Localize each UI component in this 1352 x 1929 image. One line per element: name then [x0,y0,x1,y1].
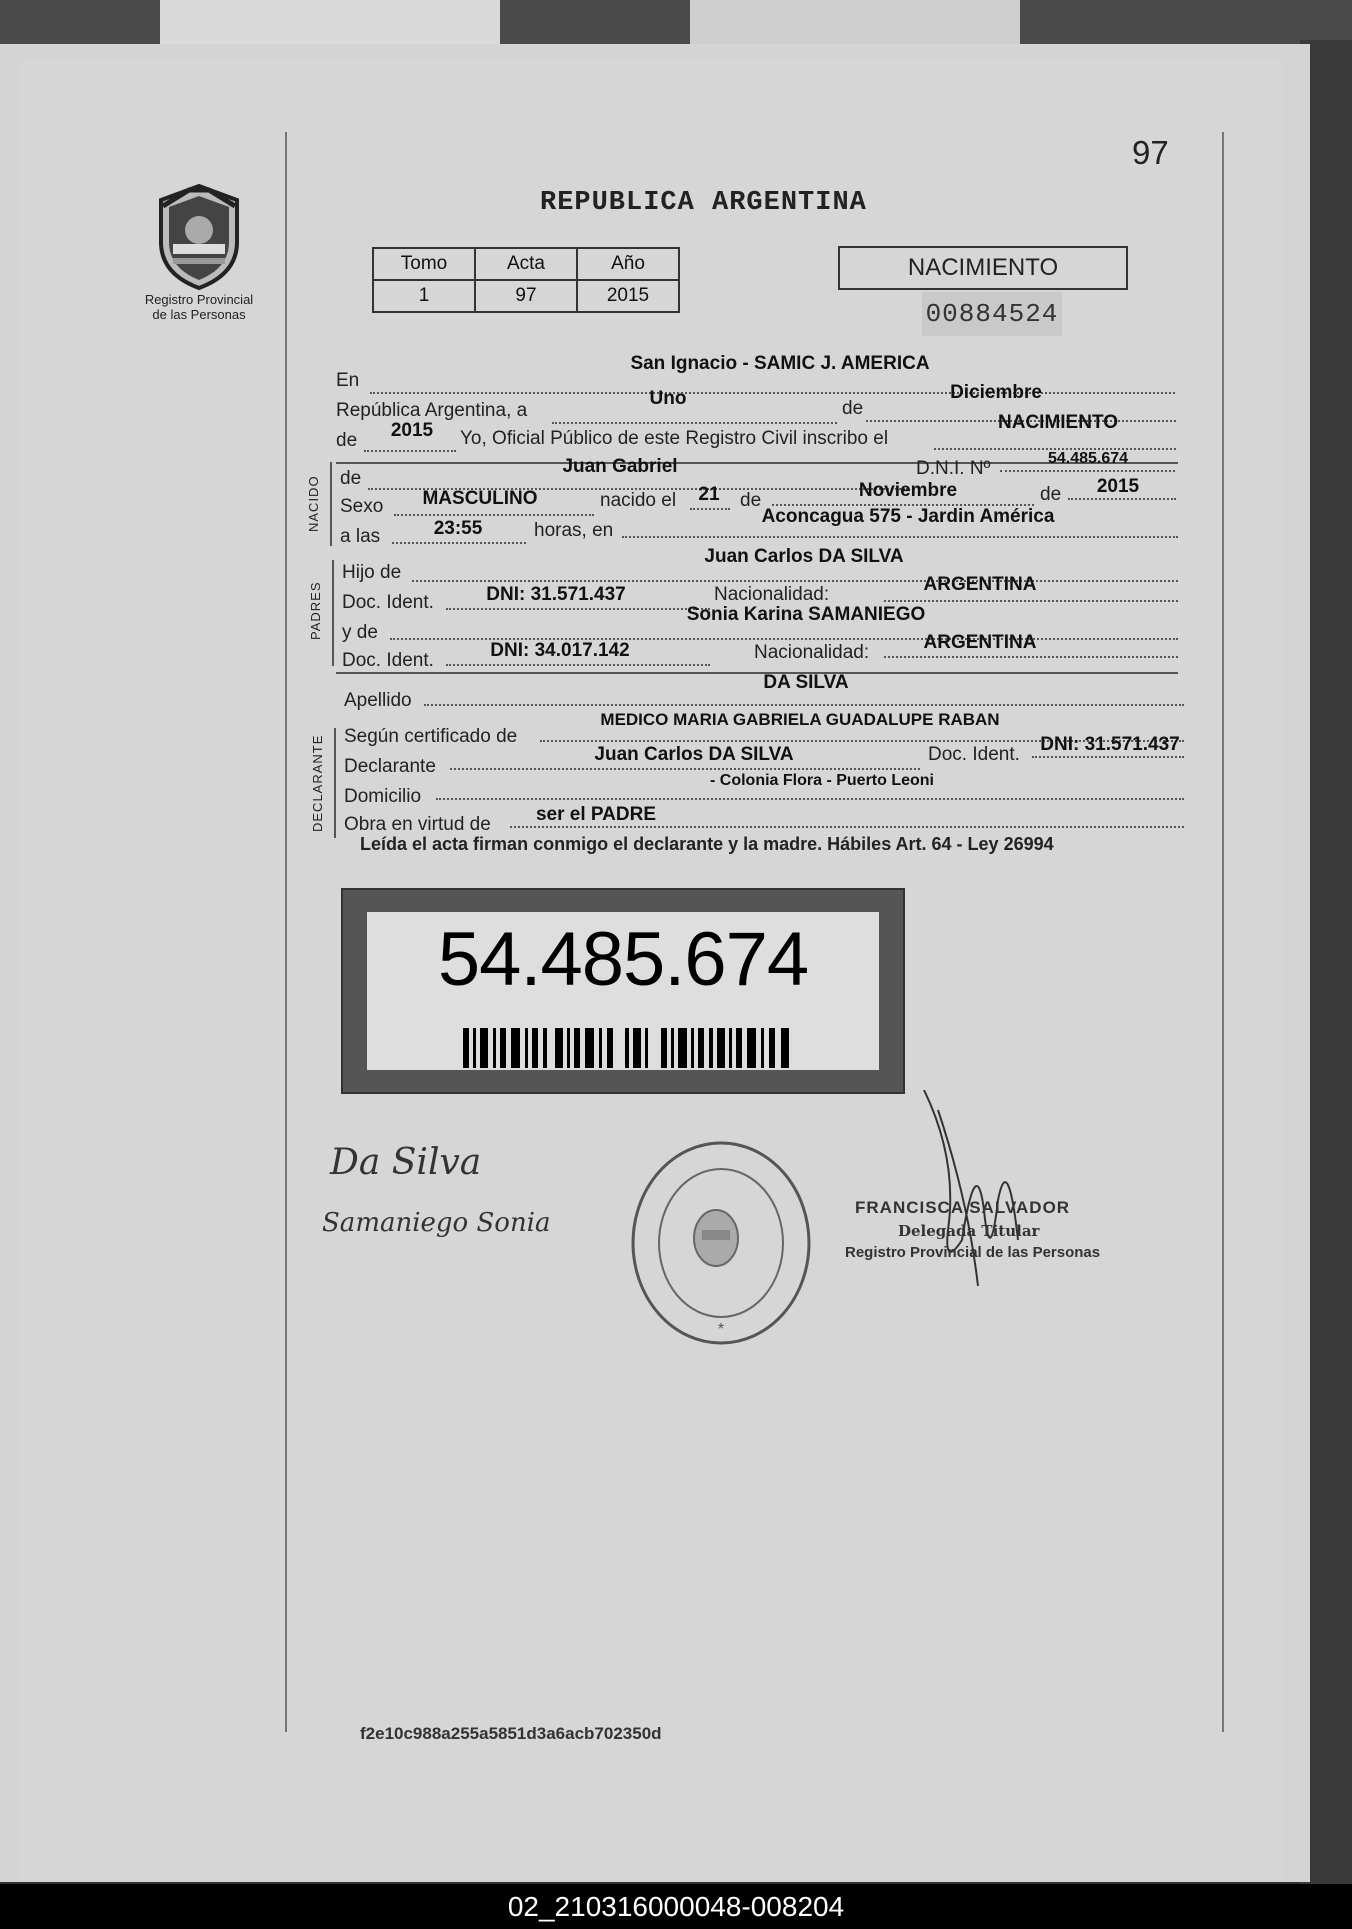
certificado-value: MEDICO MARIA GABRIELA GUADALUPE RABAN [600,710,1000,729]
table-value-tomo: 1 [373,280,475,312]
dia-value: Uno [649,388,687,409]
nacido-de-label-2: de [740,490,762,511]
coat-of-arms-icon [149,182,249,292]
nacido-de-label-3: de [1040,484,1062,505]
document-heading: REPUBLICA ARGENTINA [540,188,867,218]
madre-doc-label: Doc. Ident. [342,650,434,671]
table-header-anio: Año [577,248,679,280]
official-role: Delegada Titular [898,1222,1040,1240]
sexo-label: Sexo [340,496,384,517]
madre-doc: DNI: 34.017.142 [490,640,630,661]
nacido-nombre: Juan Gabriel [562,456,678,477]
apellido-value: DA SILVA [763,672,849,693]
nacido-lugar: Aconcagua 575 - Jardin América [761,506,1055,527]
table-header-tomo: Tomo [373,248,475,280]
declarante-doc-label: Doc. Ident. [928,744,1020,765]
declarante-value: Juan Carlos DA SILVA [594,744,794,765]
table-header-acta: Acta [475,248,577,280]
domicilio-value: - Colonia Flora - Puerto Leoni [710,772,934,789]
dni-label: D.N.I. Nº [916,458,991,479]
padres-section-label: PADRES [308,581,323,640]
republica-label: República Argentina, a [336,400,528,421]
madre-nacionalidad-label: Nacionalidad: [754,642,870,663]
inscribo-value: NACIMIENTO [998,412,1118,433]
padre-doc: DNI: 31.571.437 [486,584,626,605]
nacido-hora: 23:55 [433,518,483,539]
official-name: FRANCISCA SALVADOR [855,1198,1071,1217]
nacido-dia: 21 [698,484,720,505]
apellido-label: Apellido [344,690,412,711]
padre-nacionalidad-label: Nacionalidad: [714,584,830,605]
mes-value: Diciembre [950,382,1042,403]
barcode-icon [463,1028,793,1068]
nacido-section-label: NACIDO [306,475,321,532]
padre-nacionalidad: ARGENTINA [923,574,1037,595]
nacido-dni: 54.485.674 [1047,450,1129,467]
official-registry: Registro Provincial de las Personas [845,1244,1101,1261]
anio-value: 2015 [390,420,434,441]
id-stamp-number: 54.485.674 [437,917,809,1002]
official-seal-icon [628,1138,814,1348]
nacido-de-label: de [340,468,362,489]
de-label-2: de [336,430,358,451]
svg-text:*: * [717,1321,725,1338]
table-value-anio: 2015 [577,280,679,312]
tomo-acta-anio-table [372,247,680,313]
en-value: San Ignacio - SAMIC J. AMERICA [630,353,930,374]
padre-doc-label: Doc. Ident. [342,592,434,613]
sexo-value: MASCULINO [422,488,538,509]
page-number: 97 [1132,134,1169,171]
de-label: de [842,398,864,419]
footer-code: 02_210316000048-008204 [0,1884,1352,1929]
obra-value: ser el PADRE [535,804,657,825]
id-stamp [341,888,905,1094]
en-label: En [336,370,360,391]
serial-number: 00884524 [922,292,1062,336]
a-las-label: a las [340,526,381,547]
y-de-label: y de [342,622,378,643]
signature-da-silva: Da Silva [330,1142,482,1183]
signature-samaniego: Samaniego Sonia [322,1208,551,1238]
act-type-box: NACIMIENTO [838,246,1128,290]
domicilio-label: Domicilio [344,786,422,807]
logo-caption-line1: Registro Provincial [144,292,254,307]
declarante-section-label: DECLARANTE [310,734,325,832]
inscribo-label: Yo, Oficial Público de este Registro Civil inscribo el [460,428,889,449]
nacido-el-label: nacido el [600,490,677,511]
horas-en-label: horas, en [534,520,614,541]
table-value-acta: 97 [475,280,577,312]
declarante-label: Declarante [344,756,436,777]
logo-caption-line2: de las Personas [152,307,246,322]
obra-label: Obra en virtud de [344,814,491,835]
nacido-mes: Noviembre [858,480,958,501]
madre-nacionalidad: ARGENTINA [923,632,1037,653]
registry-logo [134,182,264,322]
nacido-anio: 2015 [1096,476,1140,497]
certificado-label: Según certificado de [344,726,518,747]
hijo-de-label: Hijo de [342,562,402,583]
document-hash: f2e10c988a255a5851d3a6acb702350d [360,1724,662,1743]
declarante-doc: DNI: 31.571.437 [1040,734,1180,755]
padre-nombre: Juan Carlos DA SILVA [704,546,904,567]
madre-nombre: Sonia Karina SAMANIEGO [686,604,926,625]
leida-text: Leída el acta firman conmigo el declarante y la madre. Hábiles Art. 64 - Ley 26994 [360,834,1054,854]
